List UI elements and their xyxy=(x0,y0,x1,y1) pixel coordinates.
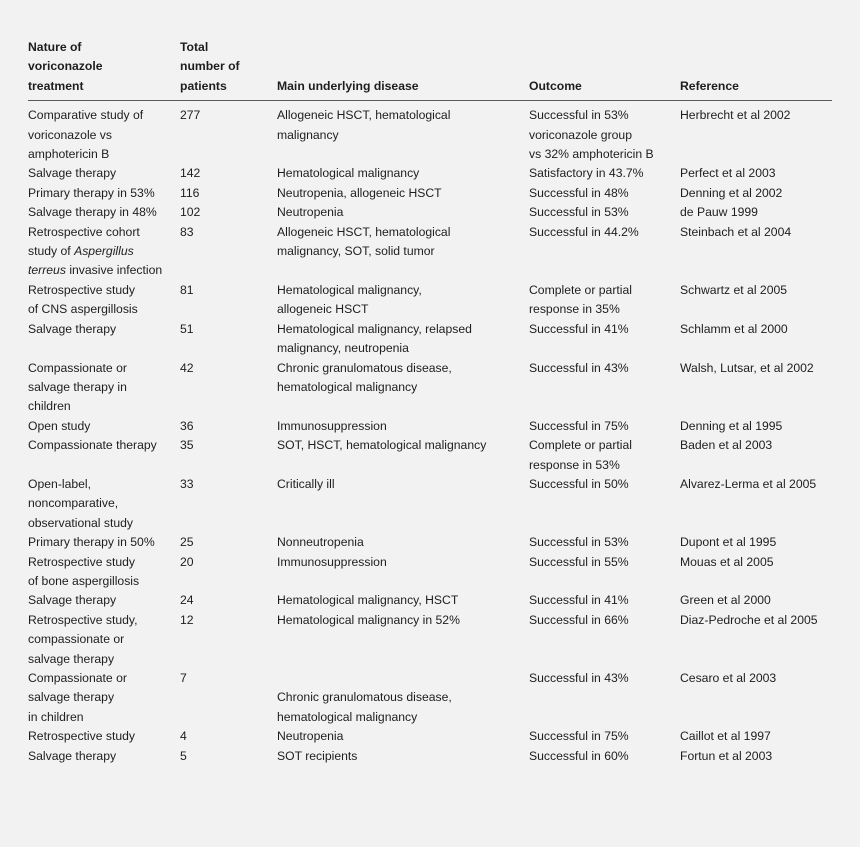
cell-treatment: Salvage therapy xyxy=(28,593,117,608)
cell-treatment: Retrospective study xyxy=(28,729,136,744)
header-reference: Reference xyxy=(680,38,832,101)
header-disease: Main underlying disease xyxy=(277,38,529,101)
cell-outcome: Successful in 53% xyxy=(529,205,629,220)
cell-disease: SOT, HSCT, hematological malignancy xyxy=(277,438,487,453)
table-row xyxy=(28,533,832,552)
cell-disease: Chronic granulomatous disease, hematological malignancy xyxy=(277,690,452,724)
cell-outcome: Successful in 41% xyxy=(529,593,629,608)
cell-patients: 83 xyxy=(180,224,194,239)
cell-treatment: Primary therapy in 50% xyxy=(28,535,155,550)
table-row xyxy=(28,669,832,727)
cell-patients: 25 xyxy=(180,535,194,550)
cell-treatment: Compassionate therapy xyxy=(28,438,157,453)
table-row xyxy=(28,101,832,165)
cell-disease: Immunosuppression xyxy=(277,418,387,433)
cell-outcome: Successful in 43% xyxy=(529,360,629,375)
cell-outcome: Successful in 48% xyxy=(529,185,629,200)
cell-treatment: Comparative study of voriconazole vs amphotericin B xyxy=(28,108,144,162)
cell-patients: 24 xyxy=(180,593,194,608)
table-row xyxy=(28,553,832,592)
header-outcome: Outcome xyxy=(529,38,680,101)
cell-disease: Critically ill xyxy=(277,476,335,491)
cell-reference: Cesaro et al 2003 xyxy=(680,671,777,685)
table-row xyxy=(28,727,832,746)
cell-reference: Fortun et al 2003 xyxy=(680,748,773,763)
cell-patients: 5 xyxy=(180,748,187,763)
cell-treatment: Open-label, noncomparative, observational study xyxy=(28,476,134,530)
cell-reference: Diaz-Pedroche et al 2005 xyxy=(680,612,818,627)
cell-disease: Hematological malignancy xyxy=(277,166,420,181)
header-patients: Total number of patients xyxy=(180,38,277,101)
cell-reference: Schwartz et al 2005 xyxy=(680,282,788,297)
table-row xyxy=(28,436,832,475)
cell-treatment: Retrospective study of CNS aspergillosis xyxy=(28,282,138,317)
table-row xyxy=(28,747,832,766)
cell-disease: Hematological malignancy in 52% xyxy=(277,612,460,627)
cell-reference: Denning et al 1995 xyxy=(680,418,783,433)
cell-outcome: Successful in 44.2% xyxy=(529,224,639,239)
cell-disease: Chronic granulomatous disease, hematological malignancy xyxy=(277,360,452,394)
cell-treatment: Retrospective study, compassionate or salvage therapy xyxy=(28,612,138,666)
cell-reference: Schlamm et al 2000 xyxy=(680,321,788,336)
cell-treatment: Retrospective study of bone aspergillosis xyxy=(28,554,140,588)
cell-patients: 36 xyxy=(180,418,194,433)
cell-outcome: Successful in 53% xyxy=(529,535,629,550)
cell-disease: Nonneutropenia xyxy=(277,535,364,550)
cell-reference: Denning et al 2002 xyxy=(680,185,783,200)
cell-outcome: Successful in 53% voriconazole group vs 32% amphotericin B xyxy=(529,108,654,162)
cell-disease: Neutropenia xyxy=(277,729,344,744)
cell-treatment: Compassionate or salvage therapy in children xyxy=(28,671,127,724)
cell-patients: 12 xyxy=(180,612,194,627)
cell-disease: Neutropenia, allogeneic HSCT xyxy=(277,185,442,200)
cell-treatment: Primary therapy in 53% xyxy=(28,185,155,200)
species-name: terreus xyxy=(28,263,66,278)
table-row xyxy=(28,281,832,320)
cell-outcome: Complete or partial response in 53% xyxy=(529,438,632,472)
cell-outcome: Successful in 50% xyxy=(529,476,629,491)
cell-treatment: Salvage therapy xyxy=(28,321,117,336)
table-row xyxy=(28,591,832,610)
table-header xyxy=(28,38,832,101)
cell-patients: 102 xyxy=(180,205,201,220)
cell-patients: 51 xyxy=(180,321,194,336)
cell-outcome: Successful in 41% xyxy=(529,321,629,336)
cell-outcome: Satisfactory in 43.7% xyxy=(529,166,644,181)
cell-reference: Walsh, Lutsar, et al 2002 xyxy=(680,360,814,375)
cell-outcome: Successful in 55% xyxy=(529,554,629,569)
cell-reference: Baden et al 2003 xyxy=(680,438,773,453)
cell-reference: Caillot et al 1997 xyxy=(680,729,771,744)
table-body xyxy=(28,101,832,766)
cell-reference: Green et al 2000 xyxy=(680,593,771,608)
cell-patients: 4 xyxy=(180,729,187,744)
cell-reference: Mouas et al 2005 xyxy=(680,554,774,569)
cell-treatment: Salvage therapy xyxy=(28,748,117,763)
cell-disease: Neutropenia xyxy=(277,205,344,220)
voriconazole-studies-table xyxy=(28,38,832,766)
cell-patients: 20 xyxy=(180,554,194,569)
cell-reference: Perfect et al 2003 xyxy=(680,166,776,181)
cell-treatment: Salvage therapy xyxy=(28,166,117,181)
cell-patients: 277 xyxy=(180,108,201,123)
cell-treatment: Compassionate or salvage therapy in children xyxy=(28,360,127,414)
table-row xyxy=(28,320,832,359)
cell-patients: 81 xyxy=(180,282,194,297)
cell-disease: Allogeneic HSCT, hematological malignancy, SOT, solid tumor xyxy=(277,224,451,259)
cell-patients: 116 xyxy=(180,185,200,200)
cell-reference: Alvarez-Lerma et al 2005 xyxy=(680,476,817,491)
cell-reference: de Pauw 1999 xyxy=(680,205,758,220)
table-row xyxy=(28,475,832,533)
cell-patients: 33 xyxy=(180,476,194,491)
table-row xyxy=(28,184,832,203)
table-row xyxy=(28,164,832,183)
header-treatment: Nature of voriconazole treatment xyxy=(28,38,180,101)
cell-outcome: Successful in 75% xyxy=(529,418,629,433)
cell-disease: Hematological malignancy, allogeneic HSCT xyxy=(277,282,422,317)
table-row xyxy=(28,417,832,436)
cell-outcome: Successful in 60% xyxy=(529,748,629,763)
cell-reference: Herbrecht et al 2002 xyxy=(680,108,791,123)
cell-reference: Steinbach et al 2004 xyxy=(680,224,792,239)
cell-patients: 7 xyxy=(180,671,187,685)
cell-outcome: Complete or partial response in 35% xyxy=(529,282,632,317)
cell-patients: 42 xyxy=(180,360,194,375)
cell-disease: Immunosuppression xyxy=(277,554,387,569)
cell-disease: Hematological malignancy, HSCT xyxy=(277,593,459,608)
table-row xyxy=(28,203,832,222)
cell-treatment: Retrospective cohort study of Aspergillus terreus invasive infection xyxy=(28,224,163,278)
species-name: Aspergillus xyxy=(74,244,134,259)
cell-reference: Dupont et al 1995 xyxy=(680,535,777,550)
cell-disease: Hematological malignancy, relapsed malignancy, neutropenia xyxy=(277,321,472,356)
cell-disease: Allogeneic HSCT, hematological malignancy xyxy=(277,108,451,142)
cell-treatment: Open study xyxy=(28,418,91,433)
cell-treatment: Salvage therapy in 48% xyxy=(28,205,157,220)
cell-patients: 35 xyxy=(180,438,194,453)
cell-outcome: Successful in 75% xyxy=(529,729,629,744)
table-row xyxy=(28,359,832,417)
cell-disease: SOT recipients xyxy=(277,748,358,763)
cell-outcome: Successful in 66% xyxy=(529,612,629,627)
cell-outcome: Successful in 43% xyxy=(529,671,629,685)
table-row xyxy=(28,223,832,281)
header-row xyxy=(28,38,832,101)
table-row xyxy=(28,611,832,669)
cell-patients: 142 xyxy=(180,166,201,181)
